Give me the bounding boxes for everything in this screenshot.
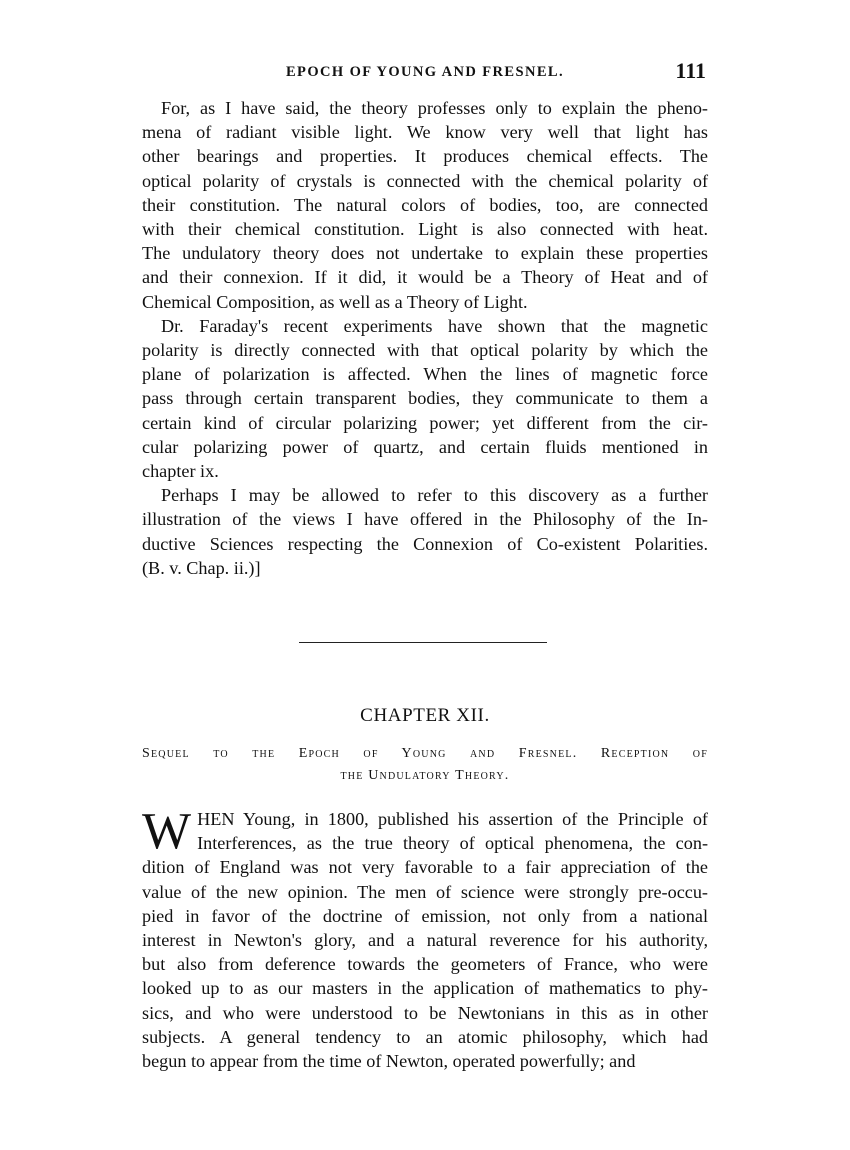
text-line: Perhaps I may be allowed to refer to this discovery as a further xyxy=(161,485,708,506)
text-line: The undulatory theory does not undertake to explain these properties xyxy=(142,243,708,264)
text-line: polarity is directly connected with that optical polarity by which the xyxy=(142,340,708,361)
text-line: with their chemical constitution. Light is also connected with heat. xyxy=(142,219,708,240)
running-title: EPOCH OF YOUNG AND FRESNEL. xyxy=(285,64,564,80)
text-line: pass through certain transparent bodies, they communicate to them a xyxy=(142,388,708,409)
text-line: illustration of the views I have offered in the Philosophy of the In- xyxy=(142,509,708,530)
book-page xyxy=(142,58,708,1073)
drop-cap: W xyxy=(142,803,192,861)
paragraph xyxy=(142,483,708,580)
text-line: looked up to as our masters in the application of mathematics to phy- xyxy=(142,978,708,999)
horizontal-rule xyxy=(299,642,547,643)
page-number: 111 xyxy=(675,58,706,83)
text-line: plane of polarization is affected. When the lines of magnetic force xyxy=(142,364,708,385)
text-line: begun to appear from the time of Newton, operated powerfully; and xyxy=(142,1051,636,1072)
text-line: (B. v. Chap. ii.)] xyxy=(142,557,261,578)
text-line: and their connexion. If it did, it would be a Theory of Heat and of xyxy=(142,267,708,288)
text-line: HEN Young, in 1800, published his assertion of the Principle of xyxy=(197,809,708,830)
text-line: certain kind of circular polarizing power; yet different from the cir- xyxy=(142,412,708,433)
text-line: Dr. Faraday's recent experiments have shown that the magnetic xyxy=(161,315,708,336)
text-line: mena of radiant visible light. We know very well that light has xyxy=(142,122,708,143)
running-head xyxy=(142,58,708,92)
text-line: sics, and who were understood to be Newtonians in this as in other xyxy=(142,1002,708,1023)
text-line: dition of England was not very favorable to a fair appreciation of the xyxy=(142,857,708,878)
chapter-body xyxy=(142,803,708,1073)
note-section xyxy=(142,96,708,580)
chapter-title-line-1: Sequel to the Epoch of Young and Fresnel. Reception of xyxy=(142,746,708,762)
text-line: pied in favor of the doctrine of emission, not only from a national xyxy=(142,905,708,926)
text-line: optical polarity of crystals is connected with the chemical polarity of xyxy=(142,170,708,191)
text-line: chapter ix. xyxy=(142,461,219,482)
text-line: interest in Newton's glory, and a natural reverence for his authority, xyxy=(142,930,708,951)
text-line: cular polarizing power of quartz, and certain fluids mentioned in xyxy=(142,436,708,457)
text-line: ductive Sciences respecting the Connexion of Co-existent Polarities. xyxy=(142,533,708,554)
chapter-paragraph xyxy=(142,803,708,1073)
text-line: their constitution. The natural colors of bodies, too, are connected xyxy=(142,194,708,215)
text-line: Chemical Composition, as well as a Theory of Light. xyxy=(142,291,528,312)
text-line: value of the new opinion. The men of science were strongly pre-occu- xyxy=(142,881,708,902)
chapter-title-line-2: the Undulatory Theory. xyxy=(340,768,510,784)
text-line: For, as I have said, the theory professes only to explain the pheno- xyxy=(161,98,708,118)
chapter-heading: CHAPTER XII. xyxy=(360,705,490,727)
chapter-title xyxy=(142,743,708,787)
text-line: but also from deference towards the geometers of France, who were xyxy=(142,954,708,975)
paragraph xyxy=(142,96,708,314)
text-line: subjects. A general tendency to an atomic philosophy, which had xyxy=(142,1026,708,1047)
text-line: Interferences, as the true theory of optical phenomena, the con- xyxy=(197,833,708,854)
paragraph xyxy=(142,314,708,483)
section-divider xyxy=(142,642,708,643)
text-line: other bearings and properties. It produces chemical effects. The xyxy=(142,146,708,167)
